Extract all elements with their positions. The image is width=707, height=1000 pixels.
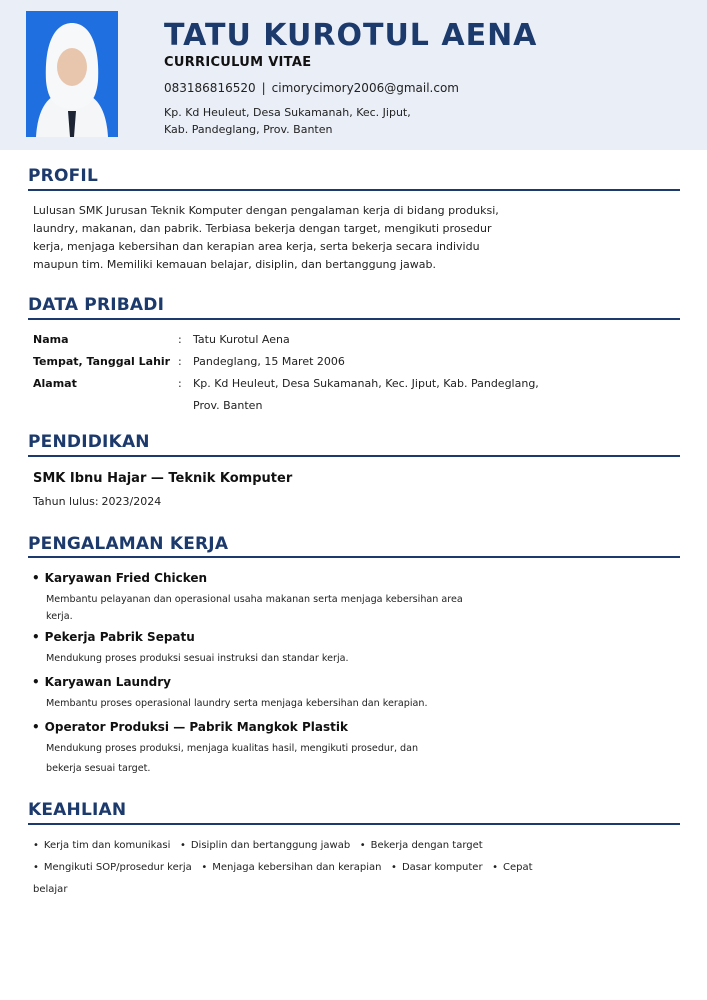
job-item <box>32 720 348 734</box>
job-description-line: Mendukung proses produksi, menjaga kualitas hasil, mengikuti prosedur, dan <box>46 743 419 754</box>
colon: : <box>178 355 182 368</box>
profile-line: Lulusan SMK Jurusan Teknik Komputer dengan pengalaman kerja di bidang produksi, <box>33 204 499 217</box>
job-description <box>46 740 476 777</box>
skill-label: Cepat belajar <box>33 862 533 895</box>
header-band <box>0 0 707 150</box>
address-value-line: Kp. Kd Heuleut, Desa Sukamanah, Kec. Jiput, Kab. Pandeglang, <box>193 377 539 390</box>
profile-line: maupun tim. Memiliki kemauan belajar, disiplin, dan bertanggung jawab. <box>33 258 437 271</box>
job-description <box>46 695 476 712</box>
bullet: • <box>359 840 366 851</box>
job-title: Karyawan Fried Chicken <box>44 571 208 585</box>
section-divider <box>28 823 680 825</box>
personal-key: Nama <box>33 333 69 346</box>
contact-line <box>164 81 459 95</box>
skills-list <box>33 835 533 901</box>
bullet: • <box>33 840 39 851</box>
job-description-line: Mendukung proses produksi sesuai instruksi dan standar kerja. <box>46 653 349 664</box>
address-value-line: Prov. Banten <box>193 399 263 412</box>
candidate-name: TATU KUROTUL AENA <box>164 18 538 53</box>
job-item <box>32 675 171 689</box>
job-description-line: kerja. <box>46 611 73 622</box>
skill-label: Disiplin dan bertanggung jawab <box>190 840 351 851</box>
skill-item <box>360 840 483 851</box>
phone-number: 083186816520 <box>164 81 256 95</box>
section-divider <box>28 318 680 320</box>
section-title-keahlian: KEAHLIAN <box>28 800 127 820</box>
bullet: • <box>179 840 186 851</box>
section-title-pendidikan: PENDIDIKAN <box>28 432 150 452</box>
contact-separator: | <box>261 81 266 95</box>
colon: : <box>178 377 182 390</box>
colon: : <box>178 333 182 346</box>
address-line-2: Kab. Pandeglang, Prov. Banten <box>164 123 333 136</box>
job-description-line: Membantu proses operasional laundry serta menjaga kebersihan dan kerapian. <box>46 698 428 709</box>
bullet: • <box>32 675 40 689</box>
education-school: SMK Ibnu Hajar — Teknik Komputer <box>33 471 293 486</box>
profile-photo <box>26 11 118 137</box>
bullet: • <box>492 862 499 873</box>
skill-label: Bekerja dengan target <box>370 840 483 851</box>
cv-subtitle: CURRICULUM VITAE <box>164 55 312 70</box>
personal-row-nama <box>33 331 593 349</box>
profile-summary <box>33 202 513 274</box>
personal-key: Alamat <box>33 377 77 390</box>
bullet: • <box>391 862 397 873</box>
email-address: cimorycimory2006@gmail.com <box>271 81 459 95</box>
job-item <box>32 571 207 585</box>
profile-line: kerja, menjaga kebersihan dan kerapian area kerja, serta bekerja secara individu <box>33 240 480 253</box>
job-title: Operator Produksi — Pabrik Mangkok Plastik <box>44 720 348 734</box>
job-title: Pekerja Pabrik Sepatu <box>44 630 195 644</box>
job-description-line: bekerja sesuai target. <box>46 763 151 774</box>
profile-line: laundry, makanan, dan pabrik. Terbiasa bekerja dengan target, mengikuti prosedur <box>33 222 492 235</box>
job-title: Karyawan Laundry <box>44 675 171 689</box>
section-title-profil: PROFIL <box>28 166 98 186</box>
personal-row-alamat <box>33 375 593 415</box>
bullet: • <box>32 720 40 734</box>
address-line-1: Kp. Kd Heuleut, Desa Sukamanah, Kec. Jiput, <box>164 106 411 119</box>
personal-row-ttl <box>33 353 593 371</box>
skill-item <box>201 862 381 873</box>
section-title-data-pribadi: DATA PRIBADI <box>28 295 165 315</box>
graduation-label: Tahun lulus: <box>33 495 99 508</box>
job-item <box>32 630 195 644</box>
section-title-pengalaman: PENGALAMAN KERJA <box>28 534 229 554</box>
skill-label: Menjaga kebersihan dan kerapian <box>212 862 382 873</box>
skill-label: Mengikuti SOP/prosedur kerja <box>43 862 192 873</box>
graduation-year: 2023/2024 <box>101 495 162 508</box>
job-description <box>46 650 476 667</box>
personal-value <box>193 375 553 415</box>
bullet: • <box>201 862 208 873</box>
skill-label: Dasar komputer <box>401 862 483 873</box>
skill-item <box>180 840 350 851</box>
bullet: • <box>33 862 39 873</box>
header-address <box>164 104 411 138</box>
section-divider <box>28 189 680 191</box>
personal-key: Tempat, Tanggal Lahir <box>33 355 171 368</box>
skill-item <box>33 862 192 873</box>
personal-value: Tatu Kurotul Aena <box>193 333 290 346</box>
skill-item <box>391 862 483 873</box>
bullet: • <box>32 630 40 644</box>
skill-label: Kerja tim dan komunikasi <box>43 840 171 851</box>
personal-value: Pandeglang, 15 Maret 2006 <box>193 355 345 368</box>
job-description <box>46 591 476 625</box>
section-divider <box>28 455 680 457</box>
skill-item <box>33 840 170 851</box>
bullet: • <box>32 571 40 585</box>
education-year <box>33 495 161 508</box>
job-description-line: Membantu pelayanan dan operasional usaha makanan serta menjaga kebersihan area <box>46 594 463 605</box>
section-divider <box>28 556 680 558</box>
